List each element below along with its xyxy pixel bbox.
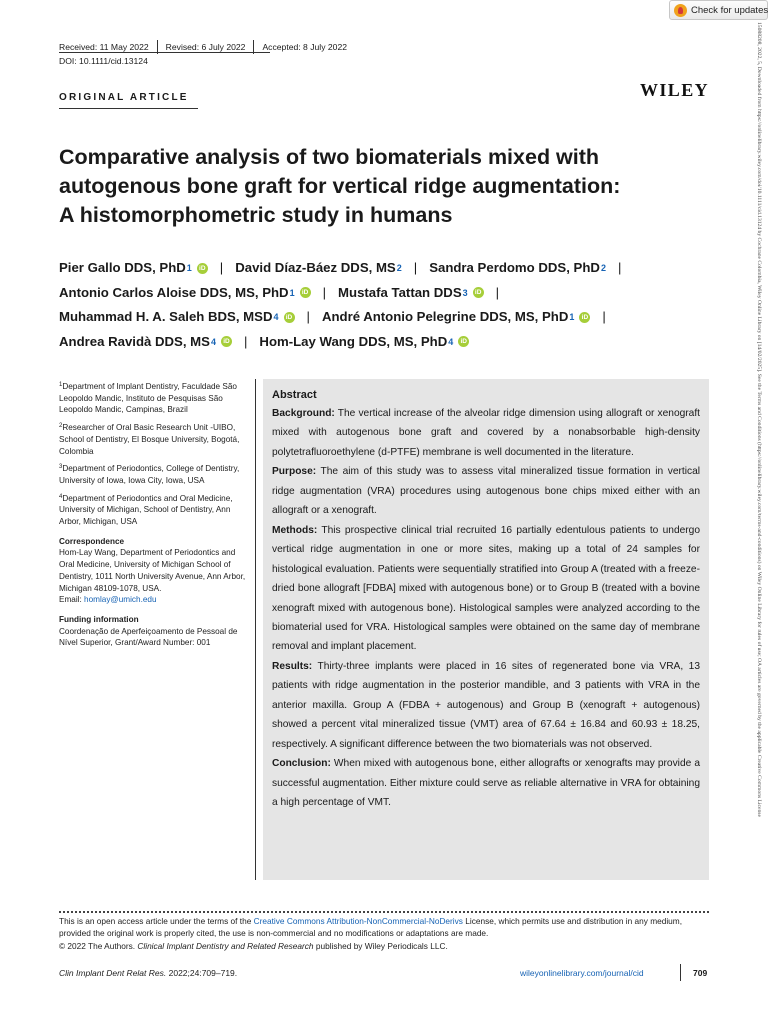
- author-separator: |: [617, 260, 622, 275]
- funding-text: Coordenação de Aperfeiçoamento de Pessoal de Nível Superior, Grant/Award Number: 001: [59, 626, 238, 648]
- title-line: autogenous bone graft for vertical ridge augmentation:: [59, 174, 621, 198]
- author-separator: |: [322, 284, 327, 300]
- copyright-text: published by Wiley Periodicals LLC.: [313, 940, 448, 951]
- affiliation: [59, 421, 249, 457]
- abstract-background: [272, 404, 700, 462]
- article-type-rule: [59, 108, 198, 109]
- email-link[interactable]: homlay@umich.edu: [84, 595, 157, 605]
- affiliation-number: 4: [59, 493, 63, 500]
- orcid-icon[interactable]: iD: [579, 312, 590, 323]
- title-line: A histomorphometric study in humans: [59, 203, 453, 227]
- affiliation-ref[interactable]: 2: [600, 263, 606, 273]
- received-date: Received: 11 May 2022: [59, 42, 149, 52]
- section-text: When mixed with autogenous bone, either allografts or xenografts may provide a successful augmentation. Either mixture could serve as reliable alternative in VRA for obtaining a high percentage of VMT.: [272, 758, 700, 809]
- email-label: Email:: [59, 595, 85, 605]
- affiliation: [59, 492, 249, 528]
- license-divider: [59, 911, 709, 913]
- accepted-date: Accepted: 8 July 2022: [262, 42, 347, 52]
- abstract-conclusion: [272, 754, 700, 812]
- correspondence-email: [59, 594, 249, 606]
- author-name[interactable]: Muhammad H. A. Saleh BDS, MSD: [59, 309, 273, 324]
- affiliation-text: Department of Periodontics and Oral Medicine, University of Michigan, School of Dentistry, Ann Arbor, Michigan, USA: [59, 493, 233, 527]
- author-separator: |: [243, 333, 248, 349]
- author-separator: |: [495, 284, 500, 300]
- affiliation-ref[interactable]: 2: [396, 263, 402, 273]
- check-for-updates-button[interactable]: [669, 0, 768, 20]
- affiliation-ref[interactable]: 3: [462, 287, 468, 298]
- section-text: The vertical increase of the alveolar ridge dimension using allograft or xenograft mixed with autogenous bone graft and covered by a nonabsorbable high-density polytetrafluoroethylene (d-PTFE) membrane is well documented in the literature.: [272, 408, 700, 458]
- affiliation-ref[interactable]: 1: [186, 263, 192, 273]
- affiliation: [59, 462, 249, 486]
- author-name[interactable]: Sandra Perdomo DDS, PhD: [429, 260, 600, 275]
- citation-journal: Clin Implant Dent Relat Res.: [59, 968, 167, 978]
- section-label: Methods:: [272, 524, 318, 536]
- author-name[interactable]: Hom-Lay Wang DDS, MS, PhD: [259, 333, 448, 349]
- orcid-icon[interactable]: iD: [458, 336, 469, 347]
- revised-date: Revised: 6 July 2022: [165, 42, 246, 52]
- citation: [59, 968, 237, 978]
- section-label: Purpose:: [272, 466, 317, 478]
- author-name[interactable]: Pier Gallo DDS, PhD: [59, 260, 186, 275]
- affiliations-column: [59, 380, 249, 654]
- doi[interactable]: DOI: 10.1111/cid.13124: [59, 56, 148, 66]
- affiliation-ref[interactable]: 4: [210, 336, 216, 347]
- section-text: The aim of this study was to assess vital mineralized tissue formation in vertical ridge augmentation (VRA) procedures using autogenous bone chips mixed either with an allograft or a xenograft.: [272, 466, 700, 517]
- author-name[interactable]: Andrea Ravidà DDS, MS: [59, 333, 210, 349]
- author-name[interactable]: André Antonio Pelegrine DDS, MS, PhD: [321, 309, 569, 324]
- license-text: This is an open access article under the terms of the: [59, 916, 254, 926]
- affiliation-number: 1: [59, 382, 63, 388]
- author-name[interactable]: David Díaz-Báez DDS, MS: [235, 260, 396, 275]
- section-text: Thirty-three implants were placed in 16 sites of regenerated bone via VRA, 13 patients with ridge augmentation in the posterior mandible, and 3 patients with VRA in the anterior maxilla. Group A (FDBA + autogenous) and Group B (xenograft + autogenous) showed a percent vital mineralized tissue (VMT) area of 67.64 ± 16.84 and 60.93 ± 18.25, respectively. A significant difference between the two biomaterials was not observed.: [272, 660, 700, 750]
- affiliation-text: Department of Implant Dentistry, Faculdade São Leopoldo Mandic, Instituto de Pesquisas São Leopoldo Mandic, Campinas, Brazil: [59, 382, 237, 415]
- affiliation-text: Department of Periodontics, College of Dentistry, University of Iowa, Iowa City, Iowa, USA: [59, 464, 240, 485]
- page-number: 709: [693, 968, 708, 978]
- affiliation-ref[interactable]: 4: [448, 336, 454, 347]
- orcid-icon[interactable]: iD: [300, 287, 311, 298]
- orcid-icon[interactable]: iD: [284, 312, 295, 323]
- affiliation-number: 2: [59, 423, 63, 430]
- journal-name: Clinical Implant Dentistry and Related Research: [137, 940, 314, 951]
- journal-url[interactable]: wileyonlinelibrary.com/journal/cid: [520, 968, 644, 978]
- section-label: Results:: [272, 660, 313, 672]
- abstract-box: [263, 379, 709, 880]
- section-text: This prospective clinical trial recruited 16 partially edentulous patients to undergo vertical ridge augmentation in one or more sites, making up a total of 24 samples for histological evaluation. Patients were sequentially stratified into Group A (treated with a freeze-dried bone allograft [FDBA] mixed with autogenous bone) or to Group B (treated with a bovine xenograft mixed with autogenous bone). Histological samples were analyzed according to the biomaterial used for VRA. Histological samples were obtained on the same day of membrane removal and implant placement.: [272, 524, 700, 653]
- author-separator: |: [219, 260, 224, 275]
- abstract-heading: Abstract: [272, 389, 317, 401]
- title-line: Comparative analysis of two biomaterials mixed with: [59, 145, 600, 169]
- author-list: [59, 256, 709, 354]
- affiliation: [59, 380, 249, 416]
- abstract-results: [272, 657, 700, 754]
- abstract-purpose: [272, 462, 700, 520]
- license-notice: [59, 915, 709, 952]
- affiliation-ref[interactable]: 1: [569, 312, 575, 322]
- correspondence-address: Hom-Lay Wang, Department of Periodontics and Oral Medicine, University of Michigan School of Dentistry, 1011 North University Avenue, Ann Arbor, Michigan 48109-1078, USA.: [59, 548, 246, 593]
- affiliation-text: Researcher of Oral Basic Research Unit -UIBO, School of Dentistry, El Bosque University, Bogotá, Colombia: [59, 423, 240, 456]
- orcid-icon[interactable]: iD: [197, 263, 208, 274]
- author-name[interactable]: Antonio Carlos Aloise DDS, MS, PhD: [59, 284, 289, 300]
- author-separator: |: [413, 260, 418, 275]
- license-link[interactable]: Creative Commons Attribution-NonCommercial-NoDerivs: [253, 916, 463, 926]
- correspondence-text: [59, 547, 249, 594]
- author-separator: |: [602, 309, 606, 324]
- author-name[interactable]: Mustafa Tattan DDS: [338, 284, 462, 300]
- section-label: Background:: [272, 408, 335, 419]
- section-label: Conclusion:: [272, 758, 331, 770]
- abstract-rule: [255, 379, 256, 880]
- affiliation-number: 3: [59, 464, 63, 471]
- header-rule: [59, 52, 270, 53]
- orcid-icon[interactable]: iD: [473, 287, 484, 298]
- watermark-text: 15088208, 2022, 5, Downloaded from https://onlinelibrary.wiley.com/doi/10.1111/cid.13124 by Cochrane Colombia, Wiley Online Library on [14/02/2025]. See the Terms and Conditions (https://onlinelibrary.wiley.com/terms-and-conditions) on Wiley Online Library for rules of use; OA articles are governed by the applicable Creative Commons License: [756, 22, 762, 817]
- funding-heading: Funding information: [59, 614, 139, 624]
- article-title: [59, 143, 679, 230]
- check-for-updates-label: Check for updates: [691, 4, 768, 16]
- footer-divider: [680, 964, 681, 981]
- abstract-methods: [272, 521, 700, 657]
- orcid-icon[interactable]: iD: [221, 336, 232, 347]
- download-watermark: [752, 22, 762, 1022]
- crossmark-icon: [674, 4, 687, 17]
- license-text: License, which permits use and distribution in any medium, provided the original work is properly cited, the use is non-commercial and no modifications or adaptations are made.: [59, 916, 683, 939]
- affiliation-ref[interactable]: 4: [273, 312, 279, 322]
- copyright-text: © 2022 The Authors.: [59, 940, 138, 951]
- citation-volume: 2022;24:709–719.: [166, 968, 238, 978]
- author-separator: |: [306, 309, 310, 324]
- publisher-logo: WILEY: [640, 80, 710, 100]
- correspondence-heading: Correspondence: [59, 536, 125, 546]
- article-type: ORIGINAL ARTICLE: [59, 92, 189, 103]
- affiliation-ref[interactable]: 1: [289, 287, 295, 298]
